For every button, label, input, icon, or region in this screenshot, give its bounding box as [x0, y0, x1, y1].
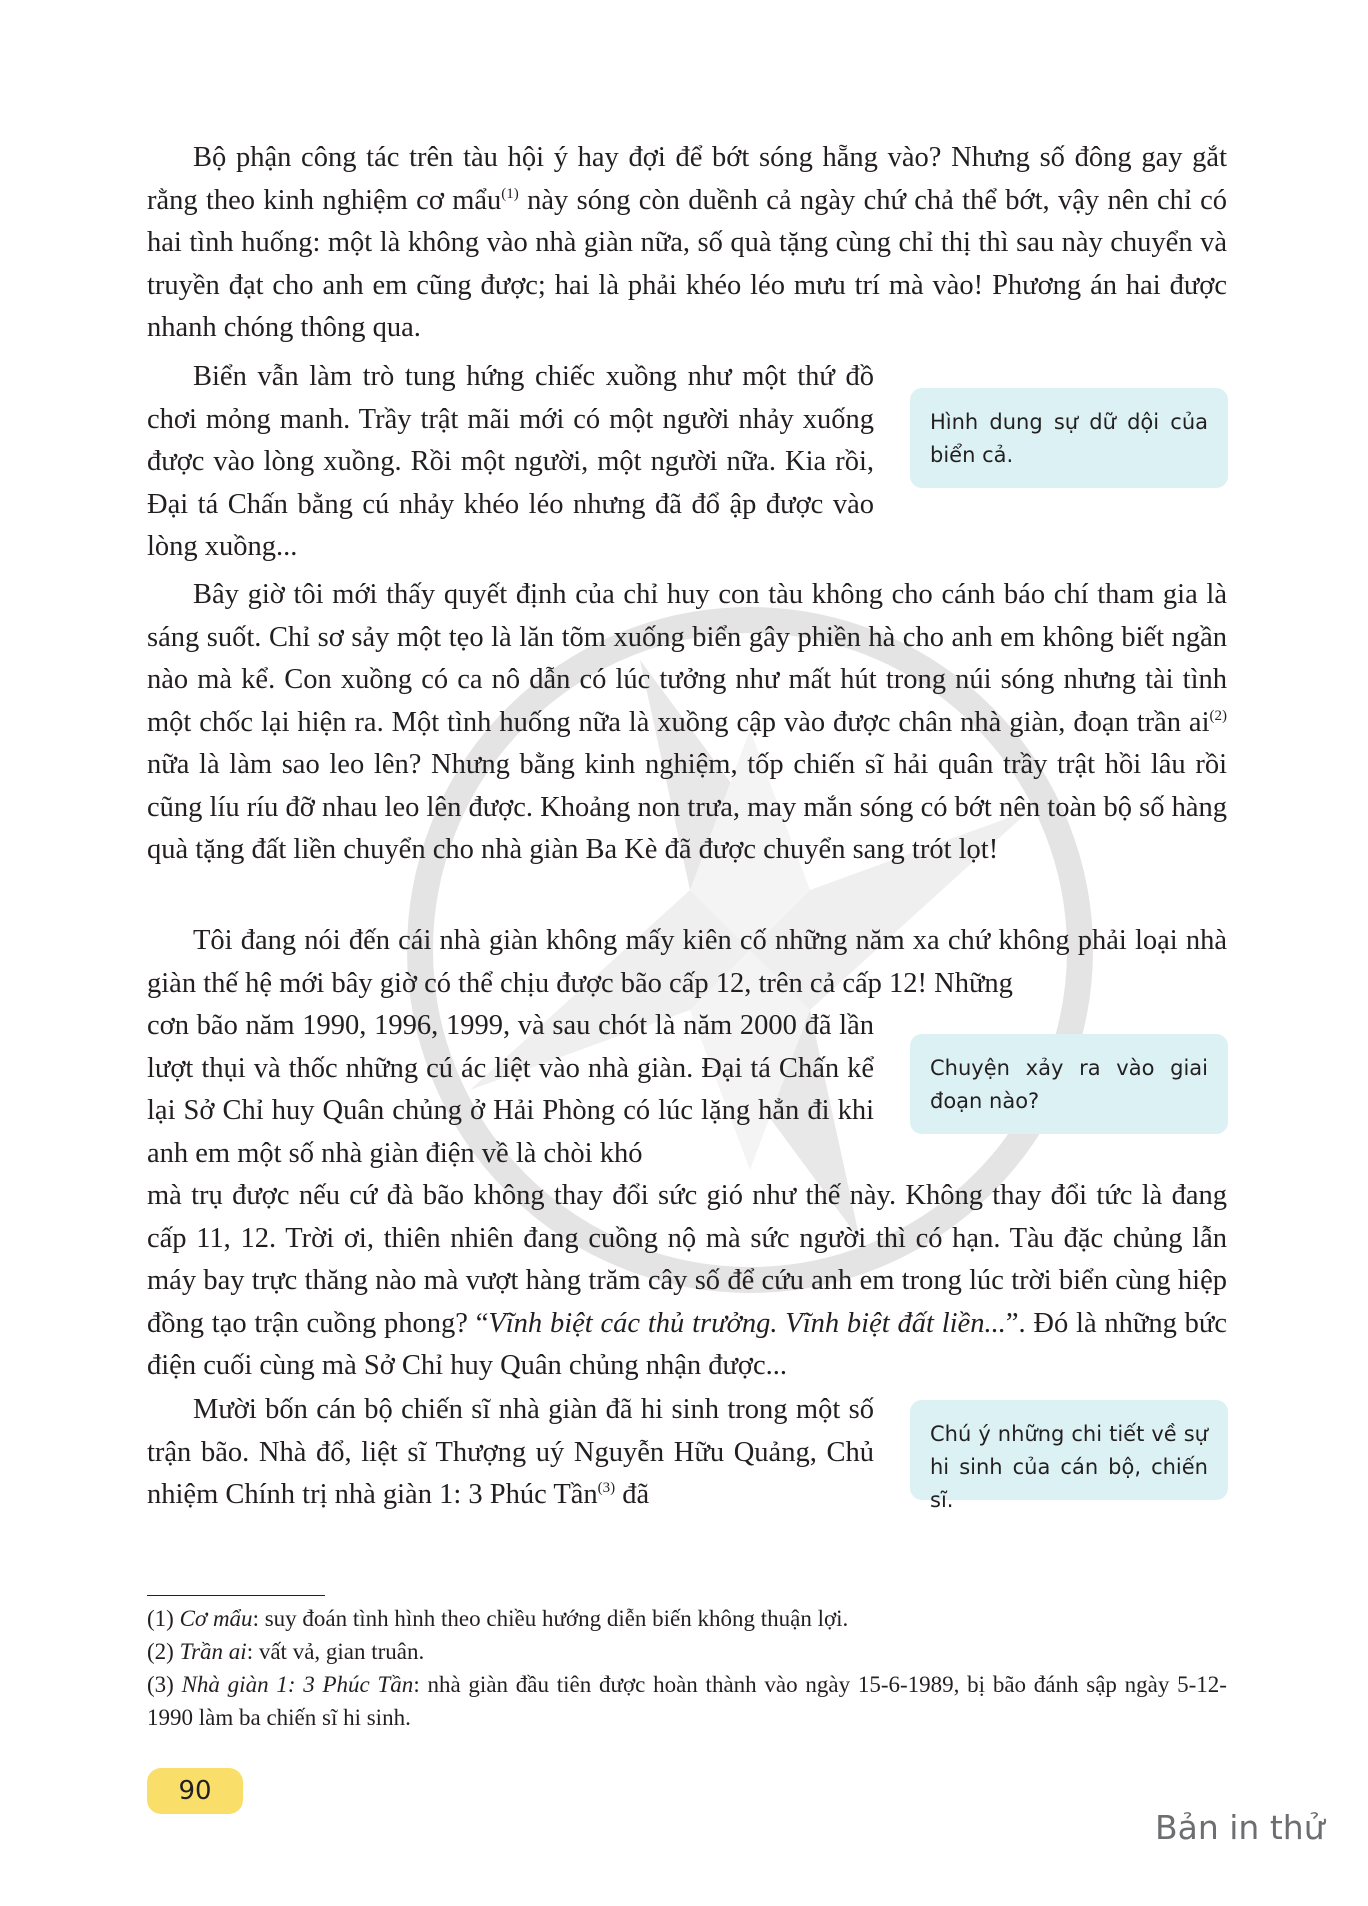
footnote-divider: [147, 1595, 325, 1596]
footnote-ref-3[interactable]: (3): [597, 1480, 616, 1496]
footnote-2: (2) Trần ai: vất vả, gian truân.: [147, 1639, 425, 1664]
body-paragraph-5: Mười bốn cán bộ chiến sĩ nhà giàn đã hi sinh trong một số trận bão. Nhà đổ, liệt sĩ Thượng uý Nguyễn Hữu Quảng, Chủ nhiệm Chính trị nhà giàn 1: 3 Phúc Tần$^{(3)}$ đã: [147, 1394, 874, 1510]
body-paragraph-4-narrow: cơn bão năm 1990, 1996, 1999, và sau chót là năm 2000 đã lần lượt thụi và thốc những cú ác liệt vào nhà giàn. Đại tá Chấn kể lại Sở Chỉ huy Quân chủng ở Hải Phòng có lúc lặng hẳn đi khi anh em một số nhà giàn điện về là chòi khó: [147, 1010, 874, 1169]
side-note-time-period: Chuyện xảy ra vào giai đoạn nào?: [910, 1034, 1228, 1134]
footnote-ref-2[interactable]: (2): [1209, 707, 1227, 724]
body-paragraph-4-lead: Tôi đang nói đến cái nhà giàn không mấy kiên cố những năm xa chứ không phải loại nhà giàn thế hệ mới bây giờ có thể chịu được bão cấp 12, trên cả cấp 12! Những: [147, 925, 1227, 999]
body-paragraph-1: Bộ phận công tác trên tàu hội ý hay đợi để bớt sóng hẵng vào? Nhưng số đông gay gắt rằng theo kinh nghiệm cơ mẩu$^{(1)}$ này sóng còn duềnh cả ngày chứ chả thể bớt, vậy nên chỉ có hai tình huống: một là không vào nhà giàn nữa, số quà tặng cùng chỉ thị thì sau này chuyển và truyền đạt cho anh em cũng được; hai là phải khéo léo mưu trí mà vào! Phương án hai được nhanh chóng thông qua.: [147, 142, 1227, 343]
draft-label: Bản in thử: [1155, 1808, 1325, 1847]
footnote-ref-1[interactable]: (1): [501, 185, 519, 202]
page-number-badge: 90: [147, 1768, 243, 1814]
footnotes: [147, 1602, 1227, 1734]
body-paragraph-4-rest: mà trụ được nếu cứ đà bão không thay đổi sức gió như thế này. Không thay đổi tức là đang cấp 11, 12. Trời ơi, thiên nhiên đang cuồng nộ mà sức người thì có hạn. Tàu đặc chủng lẫn máy bay trực thăng nào mà vượt hàng trăm cây số để cứu anh em trong lúc trời biển cùng hiệp đồng tạo trận cuồng phong? “Vĩnh biệt các thủ trưởng. Vĩnh biệt đất liền...”. Đó là những bức điện cuối cùng mà Sở Chỉ huy Quân chủng nhận được...: [147, 1180, 1228, 1381]
side-note-sea-violence: Hình dung sự dữ dội của biển cả.: [910, 388, 1228, 488]
quoted-telegram: Vĩnh biệt các thủ trưởng. Vĩnh biệt đất liền...: [488, 1307, 1006, 1339]
footnote-3: (3) Nhà giàn 1: 3 Phúc Tần: nhà giàn đầu tiên được hoàn thành vào ngày 15-6-1989, bị bão đánh sập ngày 5-12-1990 làm ba chiến sĩ hi sinh.: [147, 1672, 1227, 1730]
side-note-sacrifice-details: Chú ý những chi tiết về sự hi sinh của cán bộ, chiến sĩ.: [910, 1400, 1228, 1500]
body-paragraph-3: Bây giờ tôi mới thấy quyết định của chỉ huy con tàu không cho cánh báo chí tham gia là sáng suốt. Chỉ sơ sảy một tẹo là lăn tõm xuống biển gây phiền hà cho anh em không biết ngần nào mà kể. Con xuồng có ca nô dẫn có lúc tưởng như mất hút trong núi sóng nhưng tài tình một chốc lại hiện ra. Một tình huống nữa là xuồng cập vào được chân nhà giàn, đoạn trần $ai^{(2)}$ nữa là làm sao leo lên? Nhưng bằng kinh nghiệm, tốp chiến sĩ hải quân trầy trật hồi lâu rồi cũng líu ríu đỡ nhau leo lên được. Khoảng non trưa, may mắn sóng có bớt nên toàn bộ số hàng quà tặng đất liền chuyển cho nhà giàn Ba Kè đã được chuyển sang trót lọt!: [147, 579, 1227, 865]
body-paragraph-2: Biển vẫn làm trò tung hứng chiếc xuồng như một thứ đồ chơi mỏng manh. Trầy trật mãi mới có một người nhảy xuống được vào lòng xuồng. Rồi một người, một người nữa. Kia rồi, Đại tá Chấn bằng cú nhảy khéo léo nhưng đã đổ ập được vào lòng xuồng...: [147, 361, 874, 562]
footnote-1: (1) Cơ mẩu: suy đoán tình hình theo chiều hướng diễn biến không thuận lợi.: [147, 1606, 849, 1631]
